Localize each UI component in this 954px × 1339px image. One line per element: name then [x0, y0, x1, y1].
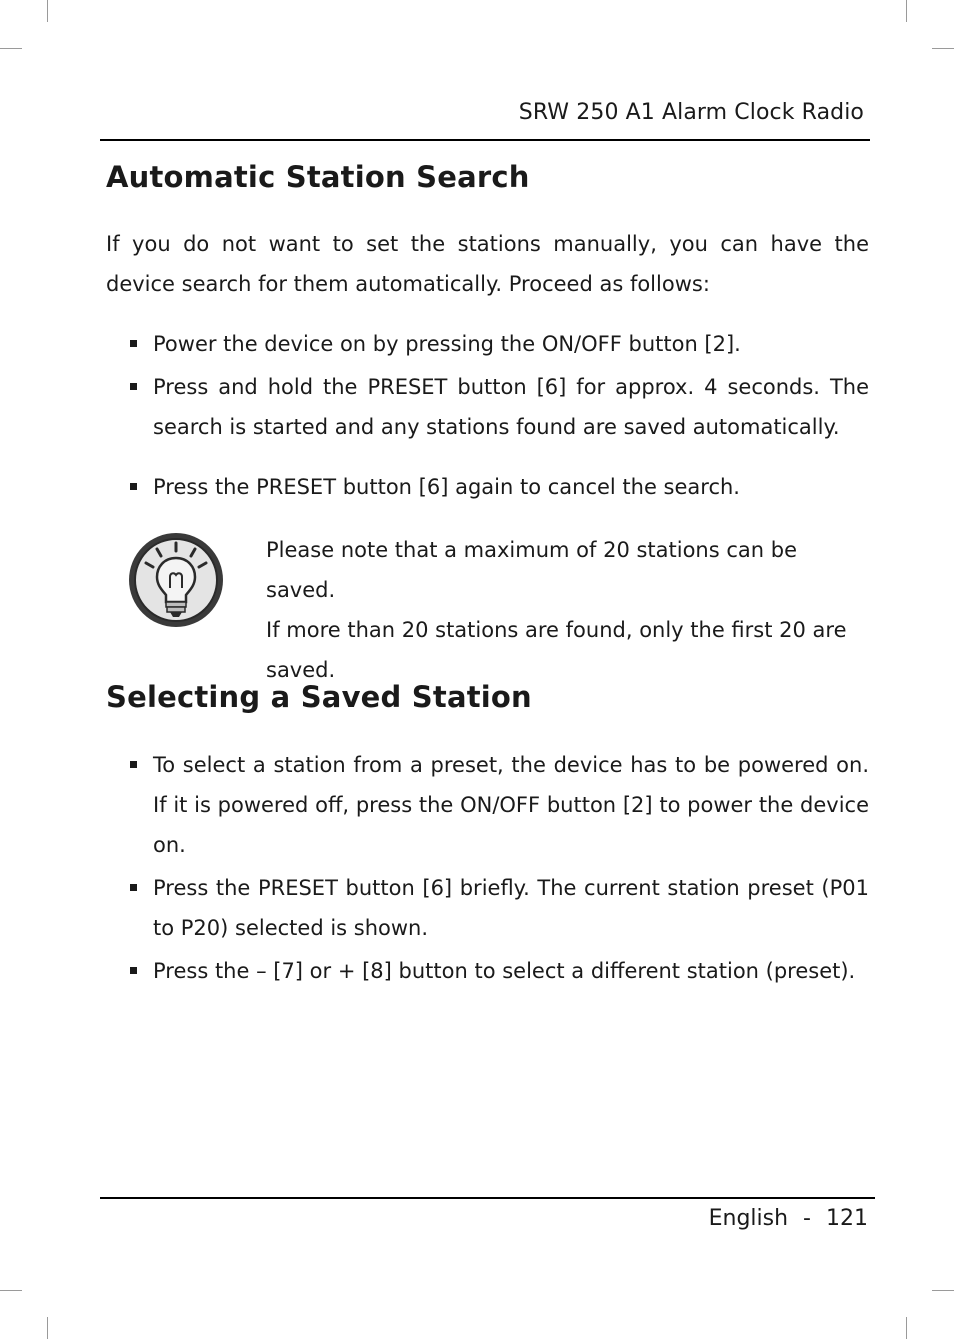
page-footer [709, 1206, 868, 1231]
bullet-square-icon [130, 967, 137, 974]
footer-language: English [708, 1206, 789, 1231]
crop-mark [0, 48, 22, 49]
section-heading-automatic-search: Automatic Station Search [106, 160, 530, 194]
list-item: Power the device on by pressing the ON/OFF button [2]. [106, 324, 869, 364]
running-header: SRW 250 A1 Alarm Clock Radio [518, 100, 864, 125]
crop-mark [47, 0, 48, 22]
bullet-square-icon [130, 383, 137, 390]
note-text [266, 530, 866, 690]
bullet-square-icon [130, 340, 137, 347]
list-item: Press the – [7] or + [8] button to select a different station (preset). [106, 951, 869, 991]
footer-rule [100, 1197, 875, 1199]
crop-mark [906, 1317, 907, 1339]
note-line: If more than 20 stations are found, only the first 20 are [266, 618, 847, 642]
note-line: Please note that a maximum of 20 stations can be saved. [266, 538, 798, 602]
crop-mark [47, 1317, 48, 1339]
bullet-square-icon [130, 761, 137, 768]
crop-mark [0, 1290, 22, 1291]
crop-mark [906, 0, 907, 22]
footer-separator: - [803, 1206, 811, 1231]
note-line: saved. [266, 658, 336, 682]
crop-mark [932, 1290, 954, 1291]
list-item: To select a station from a preset, the device has to be powered on. If it is powered off, press the ON/OFF button [2] to power the device on. [106, 745, 869, 865]
bullet-list-automatic-search [106, 324, 869, 507]
page-number: 121 [826, 1206, 868, 1231]
header-rule [100, 139, 870, 141]
bullet-list-selecting-station [106, 745, 869, 991]
bullet-square-icon [130, 483, 137, 490]
section-heading-selecting-station: Selecting a Saved Station [106, 680, 532, 714]
list-item: Press the PRESET button [6] again to cancel the search. [106, 467, 869, 507]
bullet-square-icon [130, 884, 137, 891]
list-item: Press and hold the PRESET button [6] for approx. 4 seconds. The search is started and any stations found are saved automatically. [106, 367, 869, 447]
lightbulb-icon [126, 530, 226, 630]
list-item: Press the PRESET button [6] briefly. The current station preset (P01 to P20) selected is shown. [106, 868, 869, 948]
intro-paragraph: If you do not want to set the stations manually, you can have the device search for them automatically. Proceed as follows: [106, 232, 869, 296]
crop-mark [932, 48, 954, 49]
